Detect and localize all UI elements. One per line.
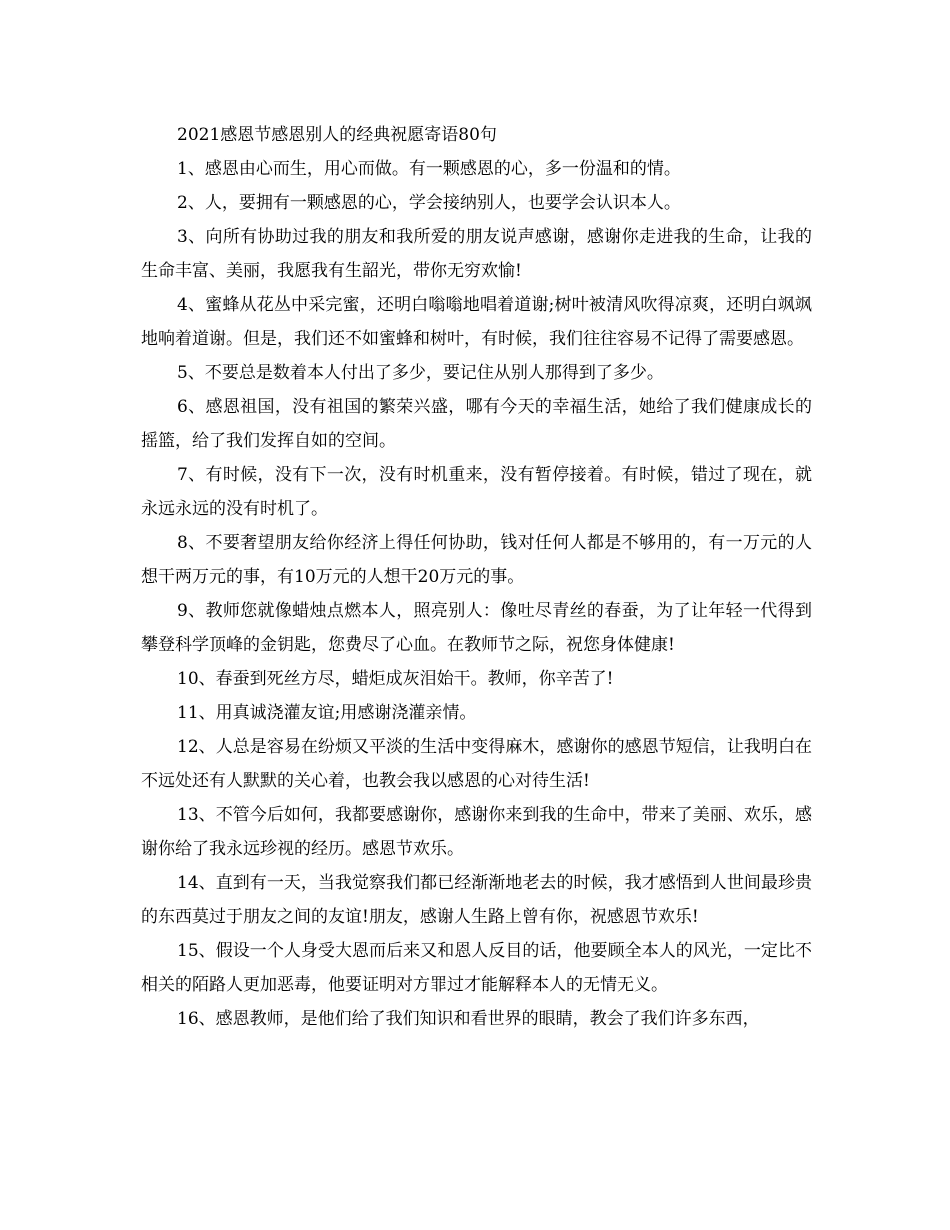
paragraph-12: 12、人总是容易在纷烦又平淡的生活中变得麻木，感谢你的感恩节短信，让我明白在不远处还有人默默的关心着，也教会我以感恩的心对待生活! <box>141 737 812 791</box>
paragraph-2: 2、人，要拥有一颗感恩的心，学会接纳别人，也要学会认识本人。 <box>177 193 681 213</box>
paragraph-14: 14、直到有一天，当我觉察我们都已经渐渐地老去的时候，我才感悟到人世间最珍贵的东西莫过于朋友之间的友谊!朋友，感谢人生路上曾有你，祝感恩节欢乐! <box>141 873 812 927</box>
paragraph-4: 4、蜜蜂从花丛中采完蜜，还明白嗡嗡地唱着道谢;树叶被清风吹得凉爽，还明白飒飒地响着道谢。但是，我们还不如蜜蜂和树叶，有时候，我们往往容易不记得了需要感恩。 <box>141 295 812 349</box>
paragraph-10: 10、春蚕到死丝方尽，蜡炬成灰泪始干。教师，你辛苦了! <box>177 669 614 689</box>
paragraph-6: 6、感恩祖国，没有祖国的繁荣兴盛，哪有今天的幸福生活，她给了我们健康成长的摇篮，给了我们发挥自如的空间。 <box>141 397 812 451</box>
paragraph-15: 15、假设一个人身受大恩而后来又和恩人反目的话，他要顾全本人的风光，一定比不相关的陌路人更加恶毒，他要证明对方罪过才能解释本人的无情无义。 <box>141 941 812 995</box>
paragraph-11: 11、用真诚浇灌友谊;用感谢浇灌亲情。 <box>177 703 477 723</box>
paragraph-16: 16、感恩教师，是他们给了我们知识和看世界的眼睛，教会了我们许多东西， <box>177 1009 760 1029</box>
document-title: 2021感恩节感恩别人的经典祝愿寄语80句 <box>177 125 497 145</box>
paragraph-8: 8、不要奢望朋友给你经济上得任何协助，钱对任何人都是不够用的，有一万元的人想干两万元的事，有10万元的人想干20万元的事。 <box>141 533 812 587</box>
paragraph-1: 1、感恩由心而生，用心而做。有一颗感恩的心，多一份温和的情。 <box>177 159 681 179</box>
paragraph-3: 3、向所有协助过我的朋友和我所爱的朋友说声感谢，感谢你走进我的生命，让我的生命丰富、美丽，我愿我有生韶光，带你无穷欢愉! <box>141 227 812 281</box>
paragraph-9: 9、教师您就像蜡烛点燃本人，照亮别人：像吐尽青丝的春蚕，为了让年轻一代得到攀登科学顶峰的金钥匙，您费尽了心血。在教师节之际，祝您身体健康! <box>141 601 812 655</box>
paragraph-7: 7、有时候，没有下一次，没有时机重来，没有暂停接着。有时候，错过了现在，就永远永远的没有时机了。 <box>141 465 812 519</box>
paragraph-13: 13、不管今后如何，我都要感谢你，感谢你来到我的生命中，带来了美丽、欢乐，感谢你给了我永远珍视的经历。感恩节欢乐。 <box>141 805 812 859</box>
paragraph-5: 5、不要总是数着本人付出了多少，要记住从别人那得到了多少。 <box>177 363 664 383</box>
